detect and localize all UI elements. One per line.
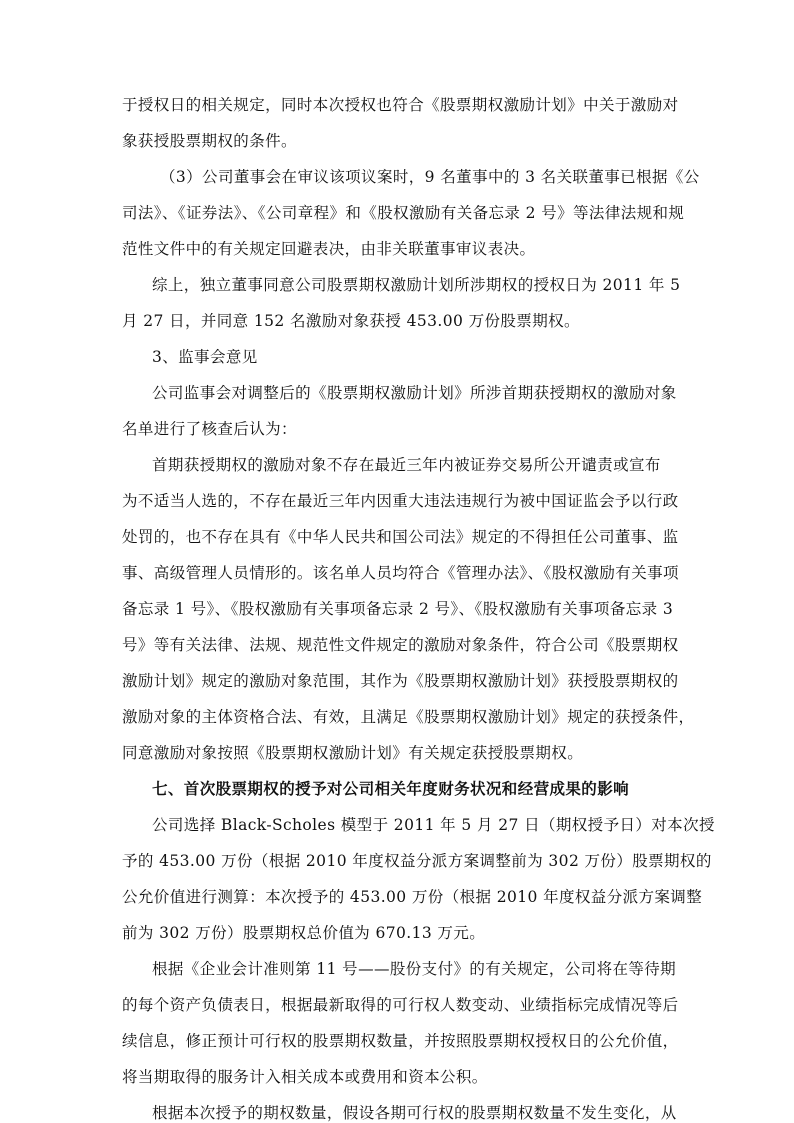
chapter-heading: 七、首次股票期权的授予对公司相关年度财务状况和经营成果的影响 — [152, 779, 630, 798]
text-line: 激励计划》规定的激励对象范围，其作为《股票期权激励计划》获授股票期权的 — [122, 672, 679, 690]
text-line: （3）公司董事会在审议该项议案时，9 名董事中的 3 名关联董事已根据《公 — [160, 168, 700, 186]
text-line: 首期获授期权的激励对象不存在最近三年内被证券交易所公开谴责或宣布 — [152, 456, 661, 474]
text-line: 处罚的，也不存在具有《中华人民共和国公司法》规定的不得担任公司董事、监 — [122, 528, 679, 546]
text-line: 月 27 日，并同意 152 名激励对象获授 453.00 万份股票期权。 — [122, 312, 580, 330]
text-line: 公司监事会对调整后的《股票期权激励计划》所涉首期获授期权的激励对象 — [152, 384, 677, 402]
text-line: 综上，独立董事同意公司股票期权激励计划所涉期权的授权日为 2011 年 5 — [152, 276, 681, 294]
text-line: 予的 453.00 万份（根据 2010 年度权益分派方案调整前为 302 万份）股票期权的 — [122, 852, 712, 870]
section-heading: 3、监事会意见 — [152, 348, 258, 366]
text-line: 激励对象的主体资格合法、有效，且满足《股票期权激励计划》规定的获授条件， — [122, 708, 695, 726]
text-line: 象获授股票期权的条件。 — [122, 132, 297, 150]
text-line: 名单进行了核查后认为： — [122, 420, 297, 438]
text-line: 范性文件中的有关规定回避表决，由非关联董事审议表决。 — [122, 240, 536, 258]
text-line: 事、高级管理人员情形的。该名单人员均符合《管理办法》、《股权激励有关事项 — [122, 564, 679, 582]
text-line: 根据本次授予的期权数量，假设各期可行权的股票期权数量不发生变化，从 — [152, 1104, 677, 1122]
text-line: 为不适当人选的，不存在最近三年内因重大违法违规行为被中国证监会予以行政 — [122, 492, 679, 510]
text-line: 号》等有关法律、法规、规范性文件规定的激励对象条件，符合公司《股票期权 — [122, 636, 679, 654]
text-line: 的每个资产负债表日，根据最新取得的可行权人数变动、业绩指标完成情况等后 — [122, 996, 679, 1014]
text-line: 同意激励对象按照《股票期权激励计划》有关规定获授股票期权。 — [122, 744, 584, 762]
text-line: 司法》、《证券法》、《公司章程》和《股权激励有关备忘录 2 号》等法律法规和规 — [122, 204, 685, 222]
text-line: 公允价值进行测算：本次授予的 453.00 万份（根据 2010 年度权益分派方案调整 — [122, 888, 703, 906]
text-line: 续信息，修正预计可行权的股票期权数量，并按照股票期权授权日的公允价值， — [122, 1032, 679, 1050]
text-line: 备忘录 1 号》、《股权激励有关事项备忘录 2 号》、《股权激励有关事项备忘录 3 — [122, 600, 674, 618]
text-line: 于授权日的相关规定，同时本次授权也符合《股票期权激励计划》中关于激励对 — [122, 96, 679, 114]
text-line: 根据《企业会计准则第 11 号——股份支付》的有关规定，公司将在等待期 — [152, 960, 677, 978]
text-line: 将当期取得的服务计入相关成本或费用和资本公积。 — [122, 1068, 488, 1086]
text-line: 前为 302 万份）股票期权总价值为 670.13 万元。 — [122, 924, 486, 942]
text-line: 公司选择 Black-Scholes 模型于 2011 年 5 月 27 日（期权授予日）对本次授 — [152, 816, 715, 834]
